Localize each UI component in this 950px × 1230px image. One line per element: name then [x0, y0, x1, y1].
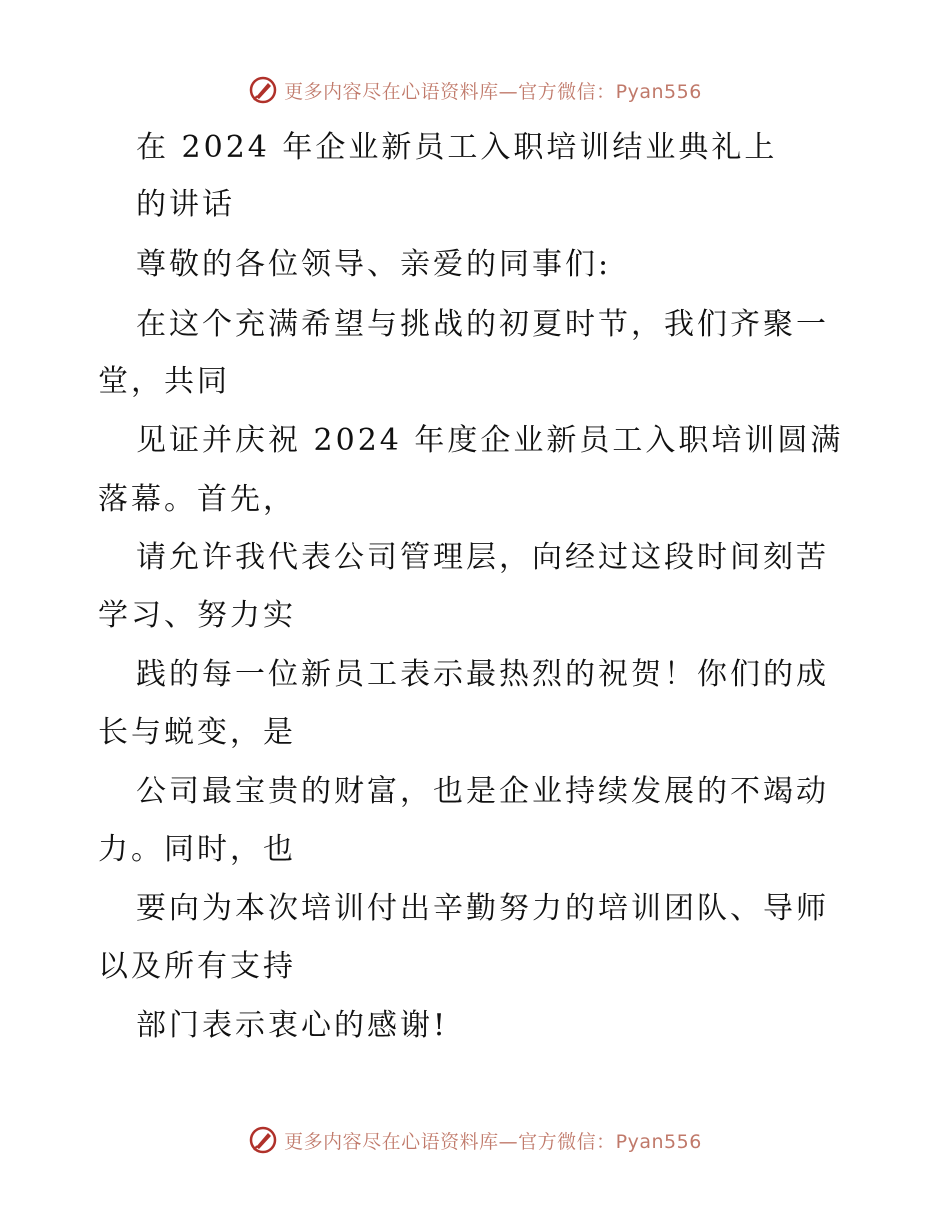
paragraph-line: 见证并庆祝 2024 年度企业新员工入职培训圆满: [136, 423, 844, 458]
paragraph-line: 部门表示衷心的感谢!: [136, 1008, 449, 1043]
salutation: 尊敬的各位领导、亲爱的同事们:: [136, 247, 612, 282]
paragraph-line: 堂，共同: [98, 364, 230, 399]
paragraph-line: 落幕。首先，: [98, 482, 296, 517]
paragraph-line: 请允许我代表公司管理层，向经过这段时间刻苦: [136, 540, 829, 575]
paragraph-line: 公司最宝贵的财富，也是企业持续发展的不竭动: [136, 774, 829, 809]
paragraph-line: 在这个充满希望与挑战的初夏时节，我们齐聚一: [136, 307, 829, 342]
quill-logo-icon: [248, 1125, 278, 1155]
footer-banner: [0, 1122, 950, 1158]
paragraph-line: 要向为本次培训付出辛勤努力的培训团队、导师: [136, 891, 829, 926]
paragraph-line: 践的每一位新员工表示最热烈的祝贺！你们的成: [136, 657, 829, 692]
title-line-1: 在 2024 年企业新员工入职培训结业典礼上: [136, 130, 778, 165]
header-banner: [0, 72, 950, 108]
paragraph-line: 学习、努力实: [98, 598, 296, 633]
banner-text: 更多内容尽在心语资料库—官方微信：Pyan556: [284, 80, 702, 103]
paragraph-line: 力。同时，也: [98, 832, 296, 867]
paragraph-line: 长与蜕变，是: [98, 715, 296, 750]
quill-logo-icon: [248, 75, 278, 105]
paragraph-line: 以及所有支持: [98, 949, 296, 984]
title-line-2: 的讲话: [136, 187, 235, 222]
banner-text: 更多内容尽在心语资料库—官方微信：Pyan556: [284, 1130, 702, 1153]
